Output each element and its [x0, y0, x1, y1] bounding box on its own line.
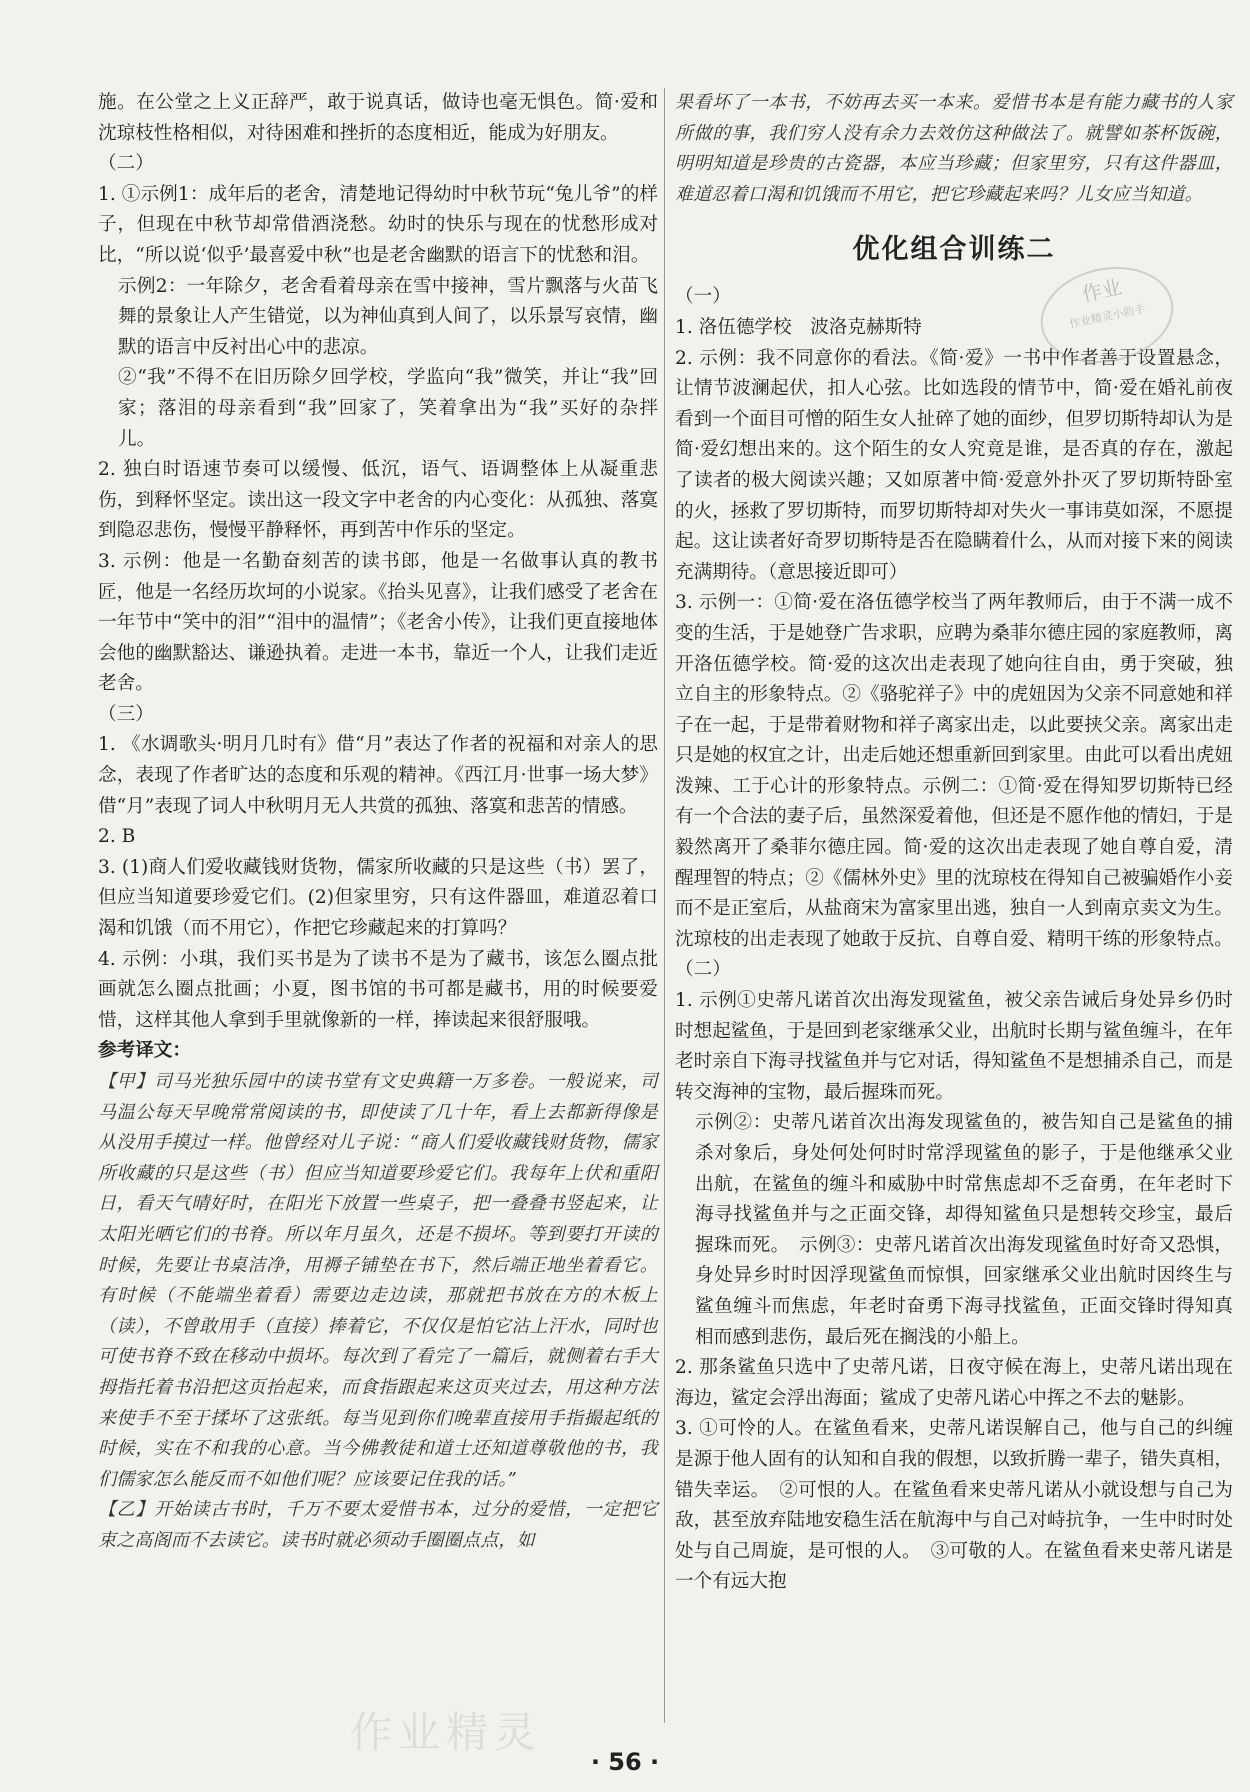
section-heading: （二）: [98, 153, 154, 175]
section-title: 优化组合训练二: [852, 234, 1056, 266]
answer-item: 2. 那条鲨鱼只选中了史蒂凡诺，日夜守候在海上，史蒂凡诺出现在海边，鲨定会浮出海面；鲨成了史蒂凡诺心中挥之不去的魅影。: [675, 1357, 1233, 1409]
paragraph: 施。在公堂之上义正辞严，敢于说真话，做诗也毫无惧色。简·爱和沈琼枝性格相似，对待困难和挫折的态度相近，能成为好朋友。: [98, 92, 658, 144]
left-column: [98, 88, 658, 1557]
stamp-text: 作业: [1079, 274, 1124, 307]
answer-item: 1. 示例①史蒂凡诺首次出海发现鲨鱼，被父亲告诫后身处异乡仍时时想起鲨鱼，于是回到老家继承父业，出航时长期与鲨鱼缠斗，在年老时亲自下海寻找鲨鱼并与它对话，得知鲨鱼不是想捕杀自己，而是转交海神的宝物，最后握珠而死。: [675, 990, 1233, 1103]
answer-item: 3. ①可怜的人。在鲨鱼看来，史蒂凡诺误解自己，他与自己的纠缠是源于他人固有的认知和自我的假想，以致折腾一辈子，错失真相，错失幸运。 ②可恨的人。在鲨鱼看来史蒂凡诺从小就设想与自己为敌，甚至放弃陆地安稳生活在航海中与自己对峙抗争，一生中时时处处与自己周旋，是可恨的人。 ③可敬的人。在鲨鱼看来史蒂凡诺是一个有远大抱: [675, 1418, 1233, 1593]
section-heading: （二）: [675, 959, 731, 981]
section-heading: （三）: [98, 703, 154, 725]
reference-label: 参考译文：: [98, 1040, 191, 1062]
translation-paragraph: 果看坏了一本书，不妨再去买一本来。爱惜书本是有能力藏书的人家所做的事，我们穷人没有余力去效仿这种做法了。就譬如茶杯饭碗，明明知道是珍贵的古瓷器，本应当珍藏；但家里穷，只有这件器皿，难道忍着口渴和饥饿而不用它，把它珍藏起来吗？儿女应当知道。: [675, 92, 1233, 205]
answer-item: 示例2：一年除夕，老舍看着母亲在雪中接神，雪片飘落与火苗飞舞的景象让人产生错觉，以为神仙真到人间了，以乐景写哀情，幽默的语言中反衬出心中的悲凉。: [118, 275, 658, 358]
column-divider: [664, 88, 665, 1723]
answer-item: 2. 独白时语速节奏可以缓慢、低沉，语气、语调整体上从凝重悲伤，到释怀坚定。读出这一段文字中老舍的内心变化：从孤独、落寞到隐忍悲伤，慢慢平静释怀，再到苦中作乐的坚定。: [98, 459, 658, 542]
answer-item: ②“我”不得不在旧历除夕回学校，学监向“我”微笑，并让“我”回家；落泪的母亲看到“我”回家了，笑着拿出为“我”买好的杂拌儿。: [118, 367, 658, 450]
answer-item: 1. 《水调歌头·明月几时有》借“月”表达了作者的祝福和对亲人的思念，表现了作者旷达的态度和乐观的精神。《西江月·世事一场大梦》借“月”表现了词人中秋明月无人共赏的孤独、落寞和悲苦的情感。: [98, 734, 658, 817]
answer-item: 1. ①示例1：成年后的老舍，清楚地记得幼时中秋节玩“兔儿爷”的样子，但现在中秋节却常借酒浇愁。幼时的快乐与现在的忧愁形成对比，“所以说‘似乎’最喜爱中秋”也是老舍幽默的语言下的忧愁和泪。: [98, 183, 658, 266]
section-heading: （一）: [675, 286, 731, 308]
answer-item: 3. 示例一：①简·爱在洛伍德学校当了两年教师后，由于不满一成不变的生活，于是她登广告求职，应聘为桑菲尔德庄园的家庭教师，离开洛伍德学校。简·爱的这次出走表现了她向往自由，勇于突破，独立自主的形象特点。②《骆驼祥子》中的虎妞因为父亲不同意她和祥子在一起，于是带着财物和祥子离家出走，以此要挟父亲。离家出走只是她的权宜之计，出走后她还想重新回到家里。由此可以看出虎妞泼辣、工于心计的形象特点。示例二：①简·爱在得知罗切斯特已经有一个合法的妻子后，虽然深爱着他，但还是不愿作他的情妇，于是毅然离开了桑菲尔德庄园。简·爱的这次出走表现了她自尊自爱，清醒理智的特点；②《儒林外史》里的沈琼枝在得知自己被骗婚作小妾而不是正室后，从盐商宋为富家里出逃，独自一人到南京卖文为生。沈琼枝的出走表现了她敢于反抗、自尊自爱、精明干练的形象特点。: [675, 592, 1233, 950]
answer-item: 3. 示例：他是一名勤奋刻苦的读书郎，他是一名做事认真的教书匠，他是一名经历坎坷的小说家。《抬头见喜》，让我们感受了老舍在一年节中“笑中的泪”“泪中的温情”；《老舍小传》，让我们更直接地体会他的幽默豁达、谦逊执着。走进一本书，靠近一个人，让我们走近老舍。: [98, 550, 658, 695]
answer-item: 示例②：史蒂凡诺首次出海发现鲨鱼的，被告知自己是鲨鱼的捕杀对象后，身处何处何时时常浮现鲨鱼的影子，于是他继承父业出航，在鲨鱼的缠斗和威胁中时常焦虑却不乏奋勇，在年老时下海寻找鲨鱼并与之正面交锋，却得知鲨鱼只是想转交珍宝，最后握珠而死。 示例③：史蒂凡诺首次出海发现鲨鱼时好奇又恐惧，身处异乡时时因浮现鲨鱼而惊惧，回家继承父业出航时因终生与鲨鱼缠斗而焦虑，年老时奋勇下海寻找鲨鱼，正面交锋时得知真相而感到悲伤，最后死在搁浅的小船上。: [695, 1112, 1233, 1348]
watermark: 作业精灵: [350, 1708, 543, 1757]
translation-paragraph: 【甲】司马光独乐园中的读书堂有文史典籍一万多卷。一般说来，司马温公每天早晚常常阅读的书，即使读了几十年，看上去都新得像是从没用手摸过一样。他曾经对儿子说：“商人们爱收藏钱财货物，儒家所收藏的只是这些（书）但应当知道要珍爱它们。我每年上伏和重阳日，看天气晴好时，在阳光下放置一些桌子，把一叠叠书竖起来，让太阳光晒它们的书脊。所以年月虽久，还是不损坏。等到要打开读的时候，先要让书桌洁净，用褥子铺垫在书下，然后端正地坐着看它。有时候（不能端坐着看）需要边走边读，那就把书放在方的木板上（读），不曾敢用手（直接）捧着它，不仅仅是怕它沾上汗水，同时也可使书脊不致在移动中损坏。每次到了看完了一篇后，就侧着右手大拇指托着书沿把这页抬起来，而食指跟起来这页夹过去，用这种方法来使手不至于揉坏了这张纸。每当见到你们晚辈直接用手指撮起纸的时候，实在不和我的心意。当今佛教徒和道士还知道尊敬他的书，我们儒家怎么能反而不如他们呢？应该要记住我的话。”: [98, 1071, 658, 1490]
stamp-subtext: 作业精灵小助手: [1068, 302, 1147, 331]
answer-item: 2. B: [98, 826, 136, 848]
answer-item: 3. (1)商人们爱收藏钱财货物，儒家所收藏的只是这些（书）罢了，但应当知道要珍爱它们。(2)但家里穷，只有这件器皿，难道忍着口渴和饥饿（而不用它），作把它珍藏起来的打算吗？: [98, 856, 658, 940]
translation-paragraph: 【乙】开始读古书时，千万不要太爱惜书本，过分的爱惜，一定把它束之高阁而不去读它。读书时就必须动手圈圈点点，如: [98, 1499, 658, 1551]
answer-item: 4. 示例：小琪，我们买书是为了读书不是为了藏书，该怎么圈点批画就怎么圈点批画；小夏，图书馆的书可都是藏书，用的时候要爱惜，这样其他人拿到手里就像新的一样，捧读起来很舒服哦。: [98, 948, 658, 1031]
page-number: · 56 ·: [590, 1748, 660, 1776]
answer-item: 1. 洛伍德学校 波洛克赫斯特: [675, 316, 922, 338]
answer-item: 2. 示例：我不同意你的看法。《简·爱》一书中作者善于设置悬念，让情节波澜起伏，扣人心弦。比如选段的情节中，简·爱在婚礼前夜看到一个面目可憎的陌生女人扯碎了她的面纱，但罗切斯特却认为是简·爱幻想出来的。这个陌生的女人究竟是谁，是否真的存在，激起了读者的极大阅读兴趣；又如原著中简·爱意外扑灭了罗切斯特卧室的火，拯救了罗切斯特，而罗切斯特却对失火一事讳莫如深，不愿提起。这让读者好奇罗切斯特是否在隐瞒着什么，从而对接下来的阅读充满期待。（意思接近即可）: [675, 347, 1233, 583]
